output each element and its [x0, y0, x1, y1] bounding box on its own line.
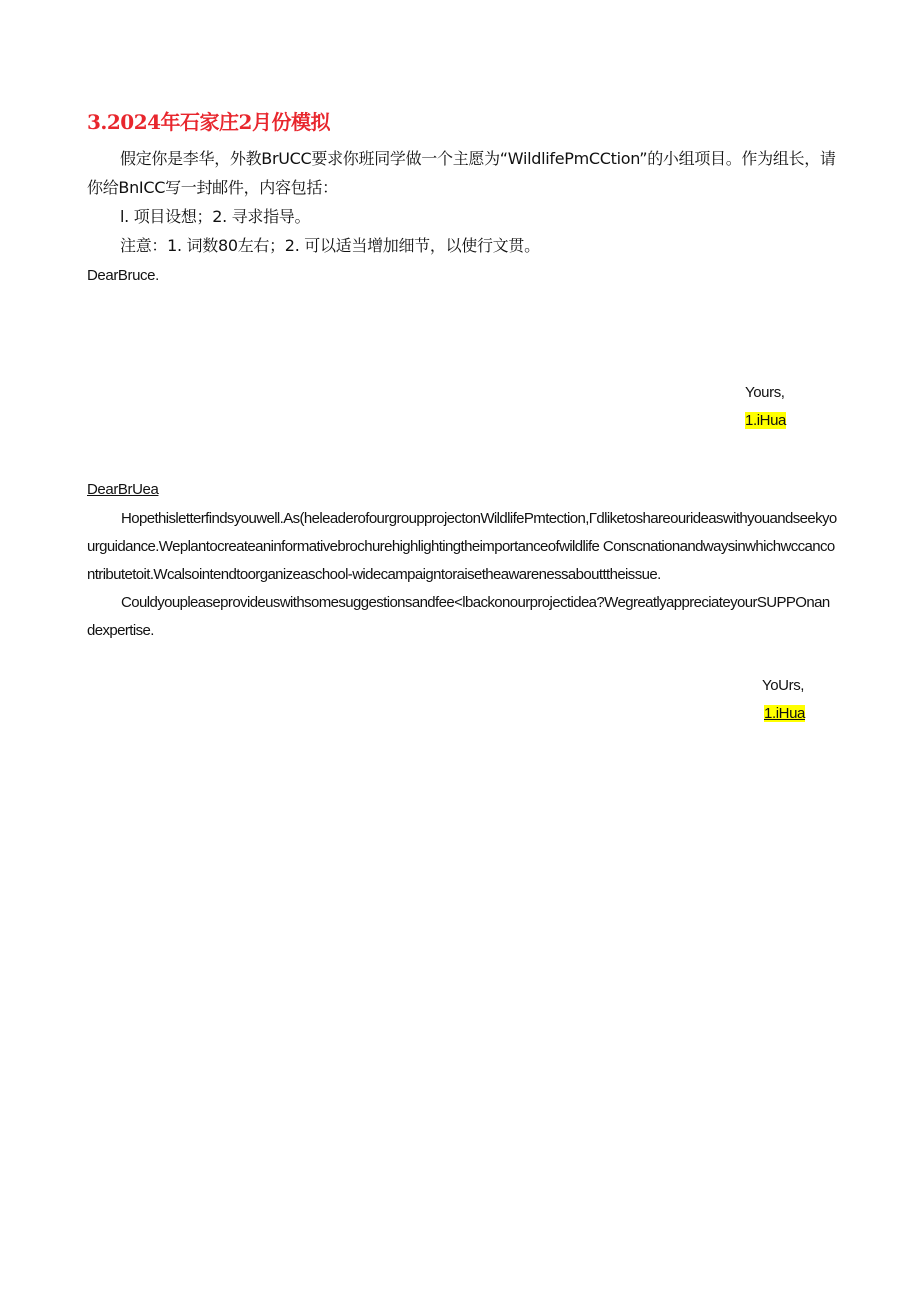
page-title: 3.2024年石家庄2月份模拟: [87, 110, 330, 134]
sample-closing: YoUrs,: [762, 677, 805, 694]
sample-signature-text: 1.iHua: [764, 705, 805, 722]
template-signature: [745, 412, 786, 429]
prompt-intro: 假定你是李华，外教BrUCC要求你班同学做一个主愿为“WildlifePmCCtion”的小组项目。作为组长，请你给BnICC写一封邮件，内容包括：: [87, 149, 836, 197]
template-closing: Yours,: [745, 384, 785, 401]
template-greeting: DearBruce.: [87, 267, 159, 284]
writing-prompt: [87, 144, 837, 260]
prompt-content-points: l. 项目设想；2. 寻求指导。: [120, 207, 311, 226]
sample-paragraph-1: Hopethisletterfindsyouwell.As(heleaderofourgroupprojectonWildlifePmtection,Γdliketoshareourideaswithyouandseekyourguidance.Weplantocreateaninformativebrochurehighlightingtheimportanceofwildlife Conscnationandwaysinwhichwccancontributetoit.Wcalsointendtoorganizeaschool-widecampaigntoraisetheawarenessaboutttheissue.: [87, 510, 837, 583]
sample-greeting: DearBrUea: [87, 481, 159, 498]
template-signature-text: 1.iHua: [745, 412, 786, 429]
sample-signature: [764, 705, 805, 722]
prompt-notes: 注意：1. 词数80左右；2. 可以适当增加细节，以使行文贯。: [120, 236, 540, 255]
sample-paragraph-2: Couldyoupleaseprovideuswithsomesuggestionsandfee<lbackonourprojectidea?WegreatlyappreciateyourSUPPOnandexpertise.: [87, 594, 830, 639]
sample-letter-body: [87, 505, 837, 645]
